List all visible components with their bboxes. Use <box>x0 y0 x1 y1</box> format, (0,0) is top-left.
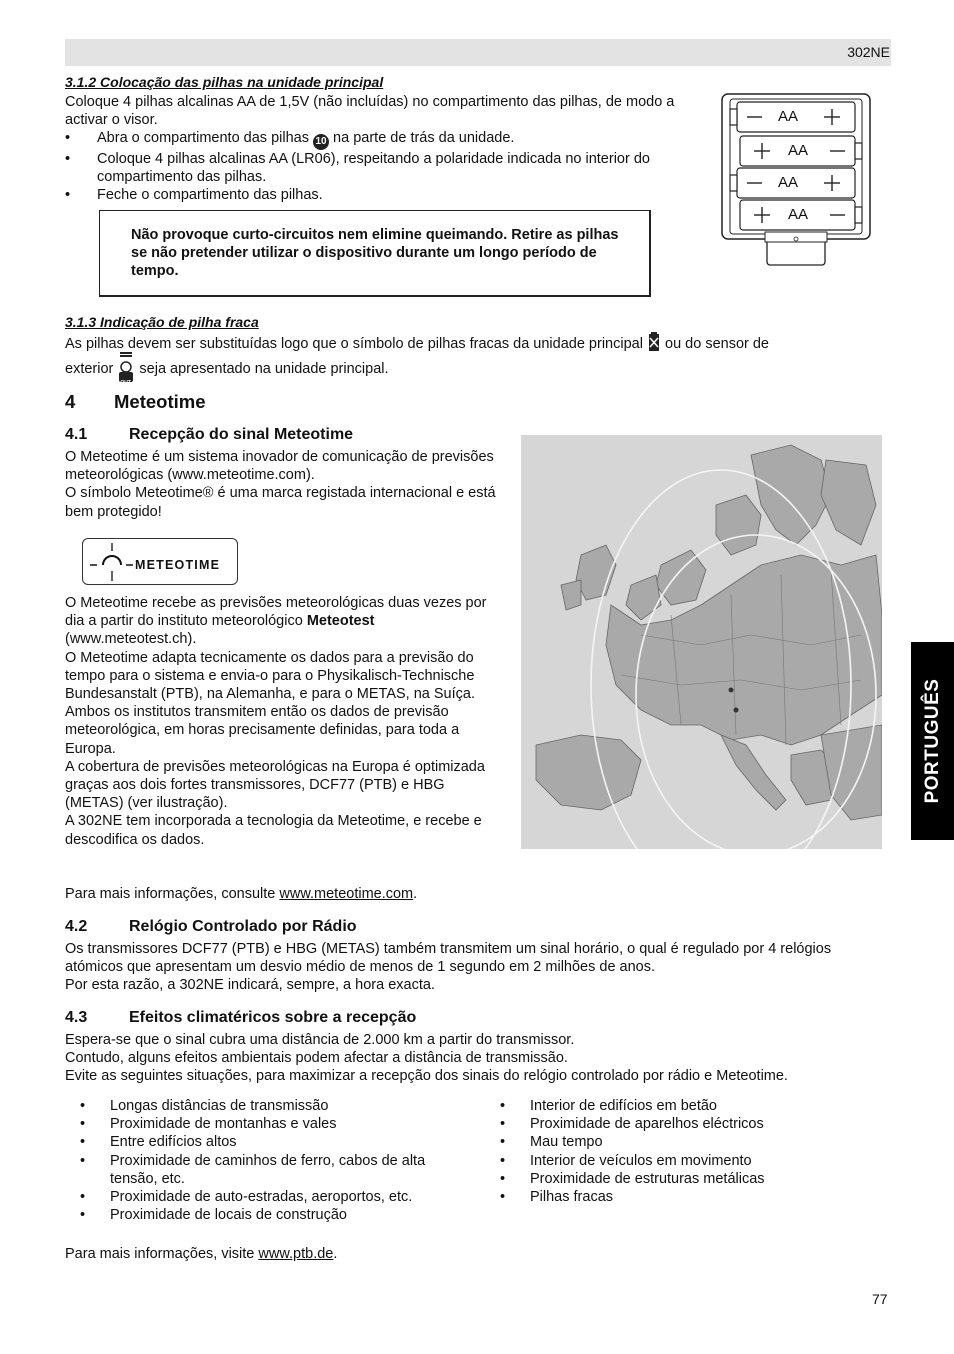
page-number: 77 <box>872 1291 888 1307</box>
battery-label: AA <box>788 142 809 159</box>
section-3-1-3-title: 3.1.3 Indicação de pilha fraca <box>65 314 259 330</box>
ptb-more-info: Para mais informações, visite www.ptb.de. <box>65 1246 338 1262</box>
battery-label: AA <box>778 108 799 125</box>
right-situations-list <box>500 1097 880 1206</box>
left-situations-list <box>80 1097 480 1224</box>
meteotime-logo-text: METEOTIME <box>135 558 221 572</box>
low-battery-main-icon <box>647 332 661 357</box>
list-item: • Interior de edifícios em betão <box>500 1097 880 1115</box>
meteotime-link[interactable]: www.meteotime.com <box>279 886 414 902</box>
battery-label: AA <box>788 206 809 223</box>
section-4-1-intro: O Meteotime é um sistema inovador de comunicação de previsões meteorológicas (www.meteotime.com). O símbolo Meteotime® é uma marca registada internacional e está bem protegido! <box>65 449 496 520</box>
section-4-3-body: Espera-se que o sinal cubra uma distância de 2.000 km a partir do transmissor. Contudo, alguns efeitos ambientais podem afectar a distância de transmissão. Evite as seguintes situações, para maximizar a recepção dos sinais do relógio controlado por rádio e Meteotime. <box>65 1032 788 1085</box>
section-3-1-2-title: 3.1.2 Colocação das pilhas na unidade principal <box>65 74 384 90</box>
list-item: • Pilhas fracas <box>500 1188 880 1206</box>
language-tab-label: PORTUGUÊS <box>921 678 943 804</box>
compartment-number-icon: 10 <box>313 134 329 150</box>
ptb-link[interactable]: www.ptb.de <box>258 1246 334 1262</box>
section-3-1-2-intro: Coloque 4 pilhas alcalinas AA de 1,5V (não incluídas) no compartimento das pilhas, de modo a activar o visor. <box>65 94 675 129</box>
battery-steps-list <box>65 129 695 205</box>
list-item: • Proximidade de aparelhos eléctricos <box>500 1115 880 1133</box>
list-item: • Abra o compartimento das pilhas 10 na parte de trás da unidade. <box>65 129 695 150</box>
low-battery-outdoor-icon: OUT <box>117 357 135 377</box>
list-item: • Proximidade de montanhas e vales <box>80 1115 480 1133</box>
section-4-2-body: Os transmissores DCF77 (PTB) e HBG (METAS) também transmitem um sinal horário, o qual é regulado por 4 relógios atómicos que apresentam um desvio médio de menos de 1 segundo em 2 milhões de anos. Por esta razão, a 302NE indicará, sempre, a hora exacta. <box>65 941 832 994</box>
list-item: • Interior de veículos em movimento <box>500 1152 880 1170</box>
warning-text: Não provoque curto-circuitos nem elimine queimando. Retire as pilhas se não pretender utilizar o dispositivo durante um longo período de tempo. <box>131 227 619 280</box>
list-item: • Entre edifícios altos <box>80 1133 480 1151</box>
list-item: • Proximidade de estruturas metálicas <box>500 1170 880 1188</box>
list-item: • Coloque 4 pilhas alcalinas AA (LR06), respeitando a polaridade indicada no interior do compartimento das pilhas. <box>65 150 695 186</box>
warning-box <box>99 210 651 297</box>
list-item: • Feche o compartimento das pilhas. <box>65 186 695 204</box>
list-item: • Longas distâncias de transmissão <box>80 1097 480 1115</box>
list-item: • Proximidade de locais de construção <box>80 1206 480 1224</box>
list-item: • Mau tempo <box>500 1133 880 1151</box>
section-3-1-3-text: As pilhas devem ser substituídas logo que o símbolo de pilhas fracas da unidade principal ou do sensor de exterior OUT seja apresentado na unidade principal. <box>65 332 865 378</box>
list-item: • Proximidade de auto-estradas, aeroportos, etc. <box>80 1188 480 1206</box>
meteotime-more-info: Para mais informações, consulte www.meteotime.com. <box>65 886 418 902</box>
section-4-1-body: O Meteotime recebe as previsões meteorológicas duas vezes por dia a partir do instituto meteorológico Meteotest (www.meteotest.ch). O Meteotime adapta tecnicamente os dados para a previsão do tempo para o sistema e envia-o para o Physikalisch-Technische Bundesanstalt (PTB), na Alemanha, e para o METAS, na Suíça. Ambos os institutos transmitem então os dados de previsão meteorológica, em horas precisamente definidas, para toda a Europa. A cobertura de previsões meteorológicas na Europa é optimizada graças aos dois fortes transmissores, DCF77 (PTB) e HBG (METAS) (ver ilustração). A 302NE tem incorporada a tecnologia da Meteotime, e recebe e descodifica os dados. <box>65 595 487 848</box>
section-4-3-heading: 4.3 Efeitos climatéricos sobre a recepção <box>65 1009 417 1026</box>
section-4-1-heading: 4.1 Recepção do sinal Meteotime <box>65 426 354 443</box>
model-label: 302NE <box>847 44 890 60</box>
section-4-heading: 4 Meteotime <box>65 391 206 412</box>
list-item: • Proximidade de caminhos de ferro, cabos de alta tensão, etc. <box>80 1152 470 1188</box>
battery-label: AA <box>778 174 799 191</box>
europe-coverage-map <box>521 435 882 849</box>
header-bar <box>65 39 891 66</box>
battery-compartment-illustration <box>720 92 872 268</box>
meteotime-logo <box>82 538 238 585</box>
section-4-2-heading: 4.2 Relógio Controlado por Rádio <box>65 918 357 935</box>
language-tab <box>911 642 954 840</box>
